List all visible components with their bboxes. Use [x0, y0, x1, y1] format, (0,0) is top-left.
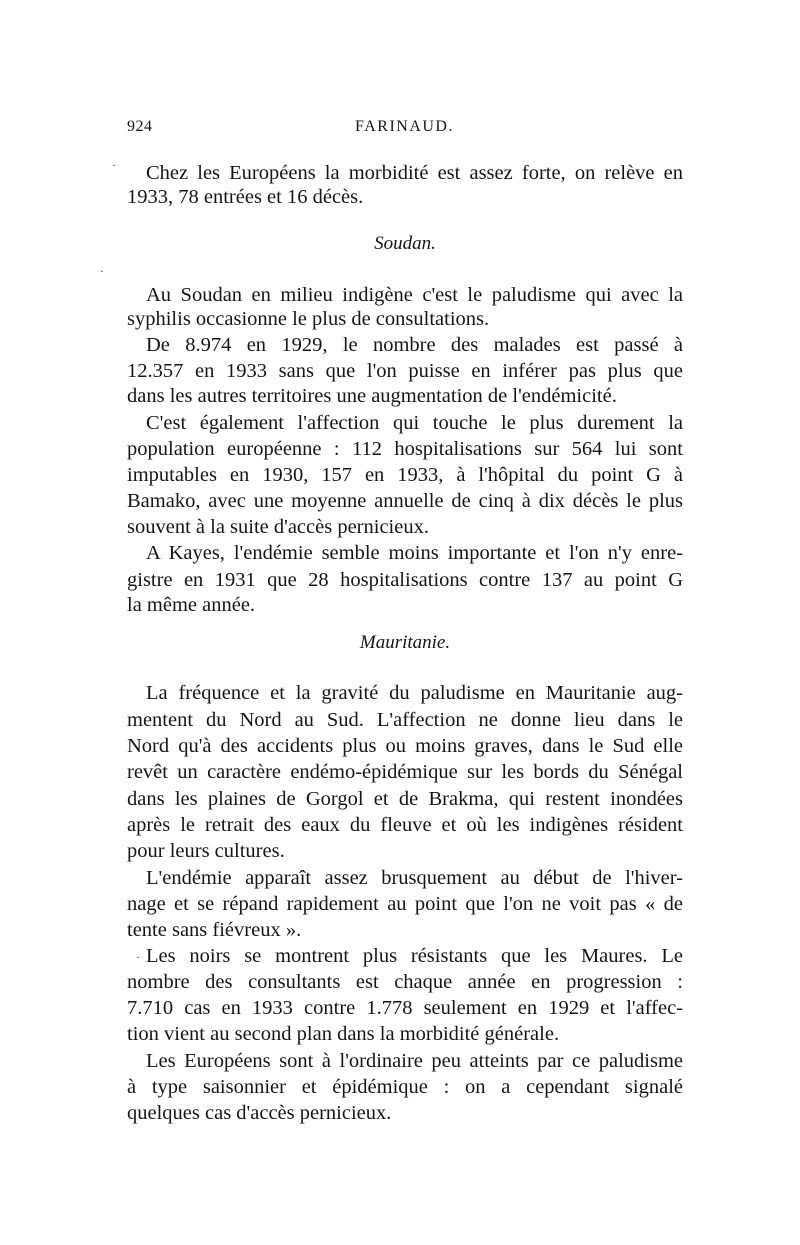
- text-line: 1933, 78 entrées et 16 décès.: [127, 186, 364, 208]
- text-line: De 8.974 en 1929, le nombre des malades est passé à: [146, 334, 683, 356]
- text-line: tion vient au second plan dans la morbidité générale.: [127, 1023, 560, 1045]
- text-line: Nord qu'à des accidents plus ou moins graves, dans le Sud elle: [127, 735, 683, 757]
- text-line: nage et se répand rapidement au point que l'on ne voit pas « de: [127, 893, 683, 915]
- text-line: L'endémie apparaît assez brusquement au début de l'hiver-: [146, 867, 683, 889]
- text-line: pour leurs cultures.: [127, 840, 285, 862]
- text-line: Les noirs se montrent plus résistants que les Maures. Le: [146, 945, 683, 967]
- text-line: dans les autres territoires une augmentation de l'endémicité.: [127, 385, 617, 407]
- text-line: 7.710 cas en 1933 contre 1.778 seulement en 1929 et l'affec-: [127, 997, 683, 1019]
- text-line: nombre des consultants est chaque année en progression :: [127, 971, 683, 993]
- text-line: la même année.: [127, 594, 256, 616]
- text-line: dans les plaines de Gorgol et de Brakma, qui restent inondées: [127, 788, 683, 810]
- text-line: à type saisonnier et épidémique : on a cependant signalé: [127, 1076, 683, 1098]
- section-heading: Soudan.: [374, 233, 436, 254]
- running-title: FARINAUD.: [355, 118, 454, 135]
- text-line: revêt un caractère endémo-épidémique sur les bords du Sénégal: [127, 761, 683, 783]
- text-line: C'est également l'affection qui touche le plus durement la: [146, 412, 683, 434]
- text-line: La fréquence et la gravité du paludisme en Mauritanie aug-: [146, 682, 683, 704]
- text-line: Les Européens sont à l'ordinaire peu atteints par ce paludisme: [146, 1050, 683, 1072]
- text-line: Bamako, avec une moyenne annuelle de cinq à dix décès le plus: [127, 490, 683, 512]
- text-line: tente sans fiévreux ».: [127, 919, 302, 941]
- text-line: Chez les Européens la morbidité est assez forte, on relève en: [146, 162, 683, 184]
- text-line: mentent du Nord au Sud. L'affection ne donne lieu dans le: [127, 709, 683, 731]
- text-line: 12.357 en 1933 sans que l'on puisse en inférer pas plus que: [127, 360, 683, 382]
- margin-mark: ·: [136, 950, 140, 964]
- page-number: 924: [127, 118, 153, 135]
- text-line: population européenne : 112 hospitalisations sur 564 lui sont: [127, 438, 683, 460]
- running-head: [127, 118, 683, 140]
- text-line: souvent à la suite d'accès pernicieux.: [127, 516, 429, 538]
- text-line: quelques cas d'accès pernicieux.: [127, 1102, 392, 1124]
- text-line: imputables en 1930, 157 en 1933, à l'hôpital du point G à: [127, 464, 683, 486]
- text-line: après le retrait des eaux du fleuve et où les indigènes résident: [127, 814, 683, 836]
- margin-mark: ·: [112, 158, 116, 172]
- text-line: gistre en 1931 que 28 hospitalisations contre 137 au point G: [127, 569, 683, 591]
- text-line: A Kayes, l'endémie semble moins importante et l'on n'y enre-: [146, 542, 683, 564]
- margin-mark: ·: [100, 264, 104, 278]
- section-heading: Mauritanie.: [359, 632, 451, 653]
- text-line: Au Soudan en milieu indigène c'est le paludisme qui avec la: [146, 284, 683, 306]
- text-line: syphilis occasionne le plus de consultations.: [127, 308, 490, 330]
